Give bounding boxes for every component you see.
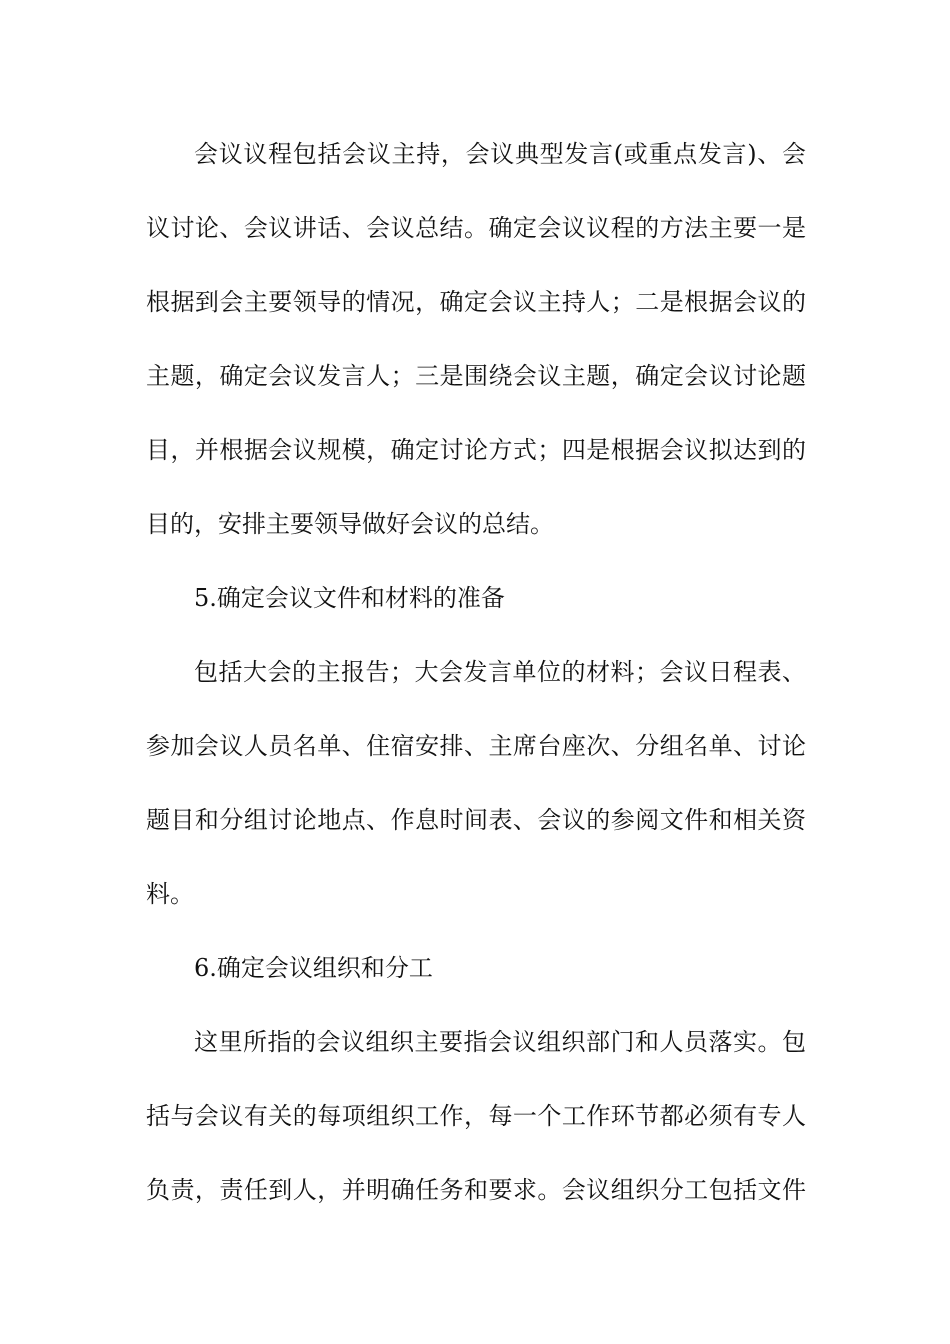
paragraph-line: 这里所指的会议组织主要指会议组织部门和人员落实。包 (194, 1028, 806, 1056)
section-heading-6 (146, 948, 806, 1022)
paragraph-line: 主题，确定会议发言人；三是围绕会议主题，确定会议讨论题 (146, 362, 806, 390)
paragraph-organization (146, 1022, 806, 1244)
paragraph-line: 参加会议人员名单、住宿安排、主席台座次、分组名单、讨论 (146, 732, 806, 760)
section-heading: 5.确定会议文件和材料的准备 (194, 584, 505, 612)
paragraph-line: 根据到会主要领导的情况，确定会议主持人；二是根据会议的 (146, 288, 806, 316)
paragraph-agenda (146, 134, 806, 578)
paragraph-line: 会议议程包括会议主持，会议典型发言(或重点发言)、会 (194, 140, 806, 168)
section-heading: 6.确定会议组织和分工 (194, 954, 433, 982)
paragraph-line: 目的，安排主要领导做好会议的总结。 (146, 510, 554, 538)
paragraph-line: 目，并根据会议规模，确定讨论方式；四是根据会议拟达到的 (146, 436, 806, 464)
paragraph-line: 括与会议有关的每项组织工作，每一个工作环节都必须有专人 (146, 1102, 806, 1130)
paragraph-line: 负责，责任到人，并明确任务和要求。会议组织分工包括文件 (146, 1176, 806, 1204)
paragraph-materials (146, 652, 806, 948)
paragraph-line: 议讨论、会议讲话、会议总结。确定会议议程的方法主要一是 (146, 214, 806, 242)
section-heading-5 (146, 578, 806, 652)
paragraph-line: 包括大会的主报告；大会发言单位的材料；会议日程表、 (194, 658, 806, 686)
paragraph-line: 题目和分组讨论地点、作息时间表、会议的参阅文件和相关资 (146, 806, 806, 834)
document-body (146, 134, 806, 1244)
paragraph-line: 料。 (146, 880, 194, 908)
